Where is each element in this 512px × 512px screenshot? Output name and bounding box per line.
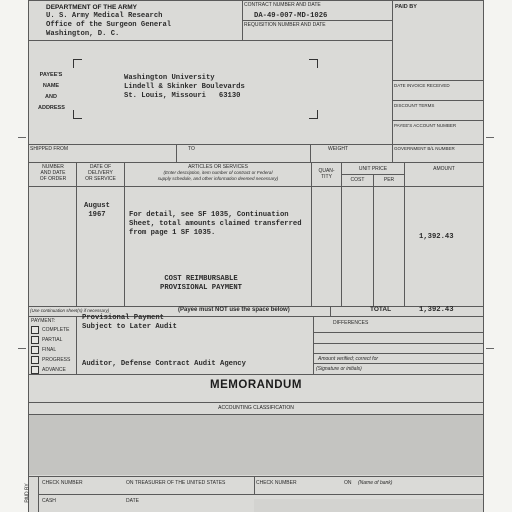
date-invoice-label: DATE INVOICE RECEIVED (394, 83, 450, 88)
paid-by-vertical: PAID BY (24, 483, 31, 503)
row-amount: 1,392.43 (419, 233, 454, 241)
total-label: TOTAL (370, 306, 392, 313)
paid-by-label: PAID BY (395, 4, 417, 10)
row-description: For detail, see SF 1035, Continuation Sheet, total amounts claimed transferred from page 1 SF 1035. (129, 211, 302, 237)
name-of-bank-label: (Name of bank) (358, 480, 393, 486)
row-note: COST REIMBURSABLE PROVISIONAL PAYMENT (160, 275, 242, 292)
continuation-note: (Use continuation sheet(s) if necessary) (30, 308, 110, 313)
col-date-header: DATE OF DELIVERY OR SERVICE (85, 164, 116, 182)
department-address: U. S. Army Medical Research Office of the Surgeon General Washington, D. C. (46, 12, 172, 38)
payment-label: PAYMENT: (31, 318, 56, 324)
footer-shade (254, 499, 483, 512)
col-articles-note: (Enter description, item number of contract or Federal supply schedule, and other information deemed necessary) (157, 170, 279, 181)
checkbox-complete[interactable] (31, 326, 39, 334)
on-label: ON (344, 480, 352, 486)
col-amount-header: AMOUNT (433, 166, 455, 172)
signature-label: (Signature or initials) (316, 366, 362, 372)
col-quantity-header: QUAN- TITY (318, 168, 335, 180)
checkbox-partial[interactable] (31, 336, 39, 344)
memorandum-title: MEMORANDUM (210, 379, 302, 391)
accounting-area (29, 415, 483, 475)
col-articles-header: ARTICLES OR SERVICES (188, 164, 248, 170)
option-complete: COMPLETE (42, 327, 70, 333)
payment-typed-notes: Provisional Payment Subject to Later Audit (82, 314, 177, 331)
date-label: DATE (126, 498, 139, 504)
shipped-from-label: SHIPPED FROM (30, 146, 69, 152)
to-label: TO (188, 146, 195, 152)
discount-terms-label: DISCOUNT TERMS (394, 103, 435, 108)
col-unit-price-header: UNIT PRICE (358, 166, 388, 172)
contract-label: CONTRACT NUMBER AND DATE (244, 2, 321, 8)
differences-label: DIFFERENCES (333, 320, 369, 326)
accounting-classification: ACCOUNTING CLASSIFICATION (218, 405, 294, 411)
check-number-label: CHECK NUMBER (42, 480, 83, 486)
option-final: FINAL (42, 347, 57, 353)
checkbox-final[interactable] (31, 346, 39, 354)
cash-label: CASH (42, 498, 56, 504)
payee-notice: (Payee must NOT use the space below) (178, 307, 290, 313)
payee-label: PAYEE'S NAME AND ADDRESS (38, 72, 65, 111)
col-per-header: PER (383, 177, 395, 183)
col-number-header: NUMBER AND DATE OF ORDER (39, 164, 67, 182)
payee-account-label: PAYEE'S ACCOUNT NUMBER (394, 123, 457, 128)
on-treasurer-label: ON TREASURER OF THE UNITED STATES (126, 480, 226, 486)
col-cost-header: COST (350, 177, 365, 183)
voucher-form (24, 0, 484, 512)
check-number-label-2: CHECK NUMBER (256, 480, 297, 486)
amount-verified-label: Amount verified; correct for (318, 356, 379, 362)
department-heading: DEPARTMENT OF THE ARMY (46, 4, 137, 11)
option-advance: ADVANCE (42, 367, 66, 373)
option-progress: PROGRESS (42, 357, 71, 363)
checkbox-progress[interactable] (31, 356, 39, 364)
payee-address: Washington University Lindell & Skinker Boulevards St. Louis, Missouri 63130 (124, 74, 245, 100)
weight-label: WEIGHT (328, 146, 348, 152)
row-date: August 1967 (84, 202, 110, 219)
checkbox-advance[interactable] (31, 366, 39, 374)
contract-number: DA-49-007-MD-1026 (254, 12, 328, 20)
total-amount: 1,392.43 (419, 306, 454, 314)
requisition-label: REQUISITION NUMBER AND DATE (244, 22, 326, 28)
gov-bl-label: GOVERNMENT B/L NUMBER (394, 146, 455, 151)
auditor-line: Auditor, Defense Contract Audit Agency (82, 360, 246, 368)
option-partial: PARTIAL (42, 337, 63, 343)
